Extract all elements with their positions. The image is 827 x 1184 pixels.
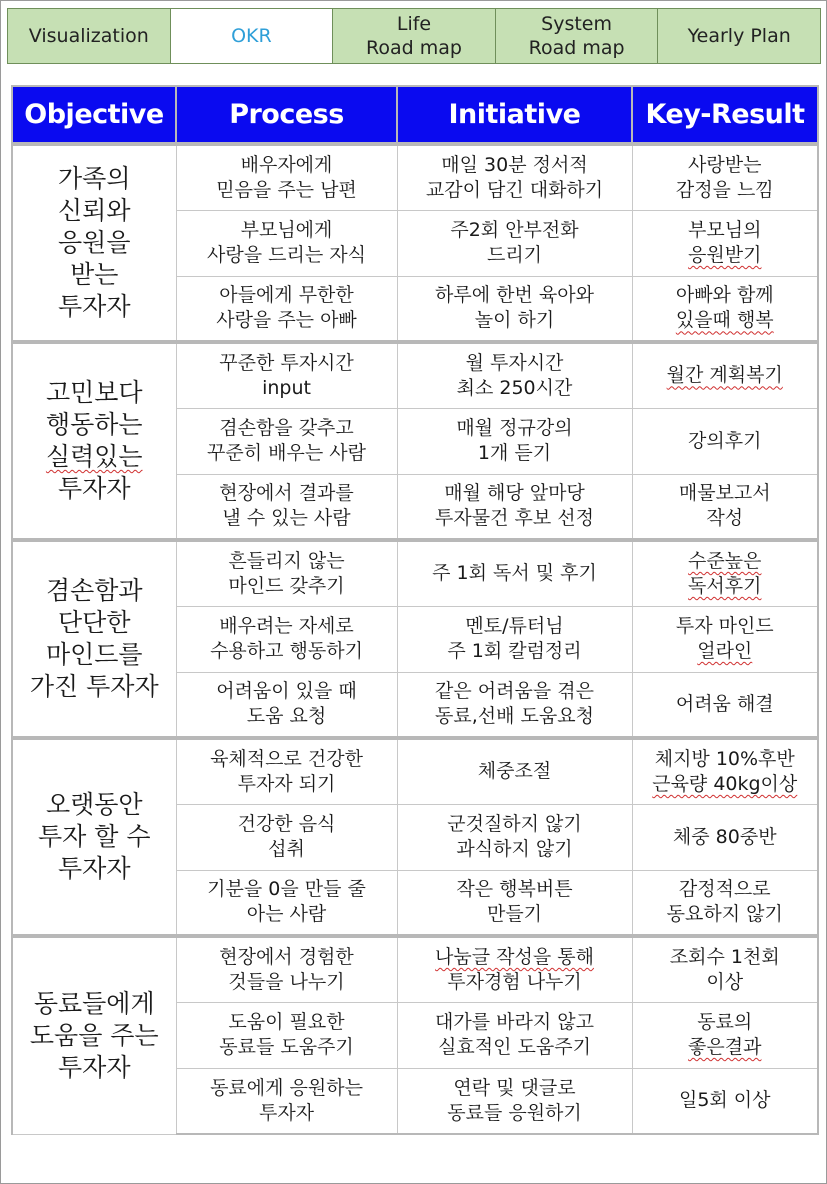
key-result-line: 일5회 이상 (678, 1089, 771, 1112)
key-result-line: 부모님의 (688, 219, 762, 241)
process-line: input (262, 376, 311, 399)
key-result-cell (632, 672, 818, 738)
objective-line: 투자 할 수 (38, 822, 151, 851)
process-line: 것들을 나누기 (228, 970, 345, 993)
initiative-line: 드리기 (486, 244, 543, 266)
initiative-cell (397, 408, 632, 474)
table-row (12, 936, 818, 1002)
initiative-line: 동료들 응원하기 (447, 1101, 582, 1124)
initiative-line: 최소 250시간 (456, 376, 573, 399)
process-line: 섭취 (268, 838, 305, 860)
objective-line: 고민보다 (45, 378, 143, 407)
table-row (12, 144, 818, 210)
initiative-cell (397, 210, 632, 276)
key-result-cell (632, 210, 818, 276)
key-result-line: 동요하지 않기 (666, 903, 783, 926)
initiative-line: 대가를 바라지 않고 (435, 1011, 594, 1033)
tab-yearly-plan[interactable] (657, 8, 821, 64)
key-result-line: 체중 80중반 (672, 825, 777, 848)
key-result-line: 동료의 (697, 1011, 753, 1033)
initiative-cell (397, 540, 632, 606)
key-result-line: 이상 (706, 970, 744, 993)
initiative-line: 주 1회 독서 및 후기 (432, 562, 597, 585)
initiative-cell (397, 474, 632, 540)
key-result-line: 있을때 행복 (675, 309, 774, 332)
tab-label: Visualization (28, 25, 149, 47)
header-objective: Objective (12, 86, 176, 144)
initiative-line: 군것질하지 않기 (447, 813, 582, 835)
initiative-line: 매월 해당 앞마당 (444, 482, 585, 505)
objective-cell (12, 936, 176, 1134)
initiative-cell (397, 1068, 632, 1134)
process-line: 믿음을 주는 남편 (216, 178, 357, 201)
objective-line: 투자자 (58, 292, 131, 321)
initiative-cell (397, 870, 632, 936)
process-cell (176, 936, 397, 1002)
key-result-cell (632, 144, 818, 210)
key-result-line: 감정적으로 (678, 878, 771, 901)
key-result-cell (632, 738, 818, 804)
key-result-line: 체지방 10%후반 (654, 747, 795, 770)
process-cell (176, 474, 397, 540)
key-result-line: 강의후기 (688, 429, 762, 452)
process-line: 마인드 갖추기 (228, 574, 345, 597)
initiative-line: 교감이 담긴 대화하기 (425, 178, 604, 201)
key-result-line: 매물보고서 (678, 482, 771, 505)
key-result-line: 근육량 40kg이상 (652, 772, 798, 795)
tab-system-road-map[interactable] (495, 8, 659, 64)
key-result-line: 월간 계획복기 (666, 364, 783, 387)
header-initiative: Initiative (397, 86, 632, 144)
objective-line: 받는 (70, 260, 119, 289)
initiative-line: 작은 행복버튼 (456, 878, 573, 901)
process-line: 동료들 도움주기 (219, 1036, 354, 1058)
process-line: 흔들리지 않는 (228, 549, 345, 572)
objective-line: 단단한 (58, 608, 131, 637)
initiative-line: 투자물건 후보 선정 (435, 507, 594, 530)
initiative-line: 매월 정규강의 (456, 417, 573, 439)
key-result-line: 아빠와 함께 (675, 284, 774, 307)
process-cell (176, 276, 397, 342)
process-cell (176, 408, 397, 474)
key-result-cell (632, 408, 818, 474)
objective-line: 투자자 (58, 854, 131, 883)
table-row (12, 540, 818, 606)
objective-line: 투자자 (58, 474, 131, 503)
key-result-cell (632, 540, 818, 606)
objective-line: 신뢰와 (58, 196, 131, 225)
key-result-line: 응원받기 (688, 244, 762, 266)
process-line: 꾸준히 배우는 사람 (207, 442, 366, 464)
process-line: 꾸준한 투자시간 (219, 351, 354, 374)
key-result-cell (632, 474, 818, 540)
objective-line: 투자자 (58, 1052, 131, 1082)
initiative-line: 1개 듣기 (477, 442, 552, 464)
initiative-line: 멘토/튜터님 (465, 615, 564, 637)
initiative-line: 매일 30분 정서적 (441, 153, 588, 176)
okr-table (11, 85, 819, 1135)
process-line: 배우려는 자세로 (219, 615, 354, 637)
initiative-line: 동료,선배 도움요청 (435, 705, 594, 728)
key-result-line: 투자 마인드 (675, 615, 774, 637)
process-line: 낼 수 있는 사람 (222, 507, 351, 530)
initiative-cell (397, 672, 632, 738)
initiative-cell (397, 342, 632, 408)
objective-cell (12, 342, 176, 540)
tab-visualization[interactable] (7, 8, 171, 64)
objective-line: 가족의 (58, 164, 131, 193)
process-line: 배우자에게 (240, 153, 333, 176)
process-line: 아들에게 무한한 (219, 284, 354, 307)
key-result-cell (632, 606, 818, 672)
objective-line: 오랫동안 (45, 790, 143, 819)
initiative-cell (397, 276, 632, 342)
objective-cell (12, 738, 176, 936)
process-line: 투자자 되기 (237, 772, 336, 795)
initiative-cell (397, 804, 632, 870)
key-result-line: 수준높은 (688, 549, 762, 572)
objective-cell (12, 540, 176, 738)
tab-label: Yearly Plan (687, 25, 791, 47)
key-result-line: 사랑받는 (688, 153, 762, 176)
initiative-line: 실효적인 도움주기 (438, 1036, 591, 1058)
tab-bar (7, 8, 820, 64)
objective-cell (12, 144, 176, 342)
key-result-line: 좋은결과 (688, 1036, 762, 1058)
key-result-line: 얼라인 (697, 640, 753, 662)
key-result-line: 어려움 해결 (675, 692, 774, 715)
table-row (12, 342, 818, 408)
key-result-cell (632, 1002, 818, 1068)
process-cell (176, 804, 397, 870)
key-result-cell (632, 870, 818, 936)
key-result-cell (632, 276, 818, 342)
objective-line: 동료들에게 (33, 988, 155, 1018)
process-line: 기분을 0을 만들 줄 (207, 878, 366, 901)
initiative-cell (397, 606, 632, 672)
process-line: 투자자 (258, 1101, 315, 1124)
key-result-cell (632, 804, 818, 870)
initiative-line: 과식하지 않기 (456, 838, 573, 860)
process-line: 현장에서 결과를 (219, 482, 354, 505)
process-cell (176, 144, 397, 210)
process-line: 사랑을 드리는 자식 (207, 244, 366, 266)
initiative-line: 투자경험 나누기 (447, 970, 582, 993)
process-line: 겸손함을 갖추고 (219, 417, 354, 439)
initiative-line: 나눔글 작성을 통해 (435, 945, 594, 968)
tab-life-road-map[interactable] (332, 8, 496, 64)
objective-line: 마인드를 (45, 640, 143, 669)
key-result-cell (632, 1068, 818, 1134)
process-line: 부모님에게 (240, 219, 333, 241)
tab-label-line1: Life (396, 13, 432, 35)
initiative-line: 놀이 하기 (474, 309, 555, 332)
tab-okr[interactable] (170, 8, 334, 64)
table-row (12, 738, 818, 804)
key-result-line: 감정을 느낌 (675, 178, 774, 201)
tab-label-line1: System (541, 13, 612, 35)
key-result-cell (632, 342, 818, 408)
process-cell (176, 870, 397, 936)
process-cell (176, 672, 397, 738)
process-cell (176, 1068, 397, 1134)
initiative-line: 만들기 (486, 903, 543, 926)
process-cell (176, 342, 397, 408)
process-line: 수용하고 행동하기 (210, 640, 363, 662)
key-result-line: 작성 (706, 507, 744, 530)
objective-line: 응원을 (58, 228, 131, 257)
header-process: Process (176, 86, 397, 144)
process-line: 육체적으로 건강한 (210, 747, 363, 770)
process-line: 건강한 음식 (237, 813, 336, 835)
initiative-line: 주 1회 칼럼정리 (447, 640, 582, 662)
key-result-cell (632, 936, 818, 1002)
initiative-line: 하루에 한번 육아와 (435, 284, 594, 307)
objective-line: 겸손함과 (45, 576, 143, 605)
tab-label-line2: Road map (528, 37, 625, 59)
header-key-result: Key-Result (632, 86, 818, 144)
initiative-cell (397, 738, 632, 804)
process-line: 아는 사람 (246, 903, 327, 926)
tab-label-line2: Road map (366, 37, 462, 59)
objective-line: 도움을 주는 (29, 1020, 159, 1050)
initiative-cell (397, 1002, 632, 1068)
initiative-cell (397, 144, 632, 210)
process-line: 도움 요청 (246, 705, 327, 728)
initiative-line: 연락 및 댓글로 (453, 1076, 576, 1099)
objective-line: 가진 투자자 (29, 672, 159, 701)
process-line: 도움이 필요한 (228, 1011, 345, 1033)
process-cell (176, 540, 397, 606)
process-line: 어려움이 있을 때 (216, 680, 357, 703)
process-cell (176, 738, 397, 804)
objective-line: 행동하는 (45, 410, 143, 439)
key-result-line: 조회수 1천회 (669, 945, 780, 968)
initiative-line: 체중조절 (477, 760, 552, 783)
process-cell (176, 1002, 397, 1068)
okr-table-body (12, 144, 818, 1134)
tab-label: OKR (231, 25, 272, 47)
process-line: 사랑을 주는 아빠 (216, 309, 357, 332)
process-cell (176, 606, 397, 672)
initiative-cell (397, 936, 632, 1002)
process-line: 동료에게 응원하는 (210, 1076, 363, 1099)
objective-line: 실력있는 (45, 442, 143, 471)
initiative-line: 같은 어려움을 겪은 (435, 680, 594, 703)
initiative-line: 월 투자시간 (465, 351, 564, 374)
initiative-line: 주2회 안부전화 (450, 219, 579, 241)
process-line: 현장에서 경험한 (219, 945, 354, 968)
header-row (12, 86, 818, 144)
process-cell (176, 210, 397, 276)
key-result-line: 독서후기 (688, 574, 762, 597)
